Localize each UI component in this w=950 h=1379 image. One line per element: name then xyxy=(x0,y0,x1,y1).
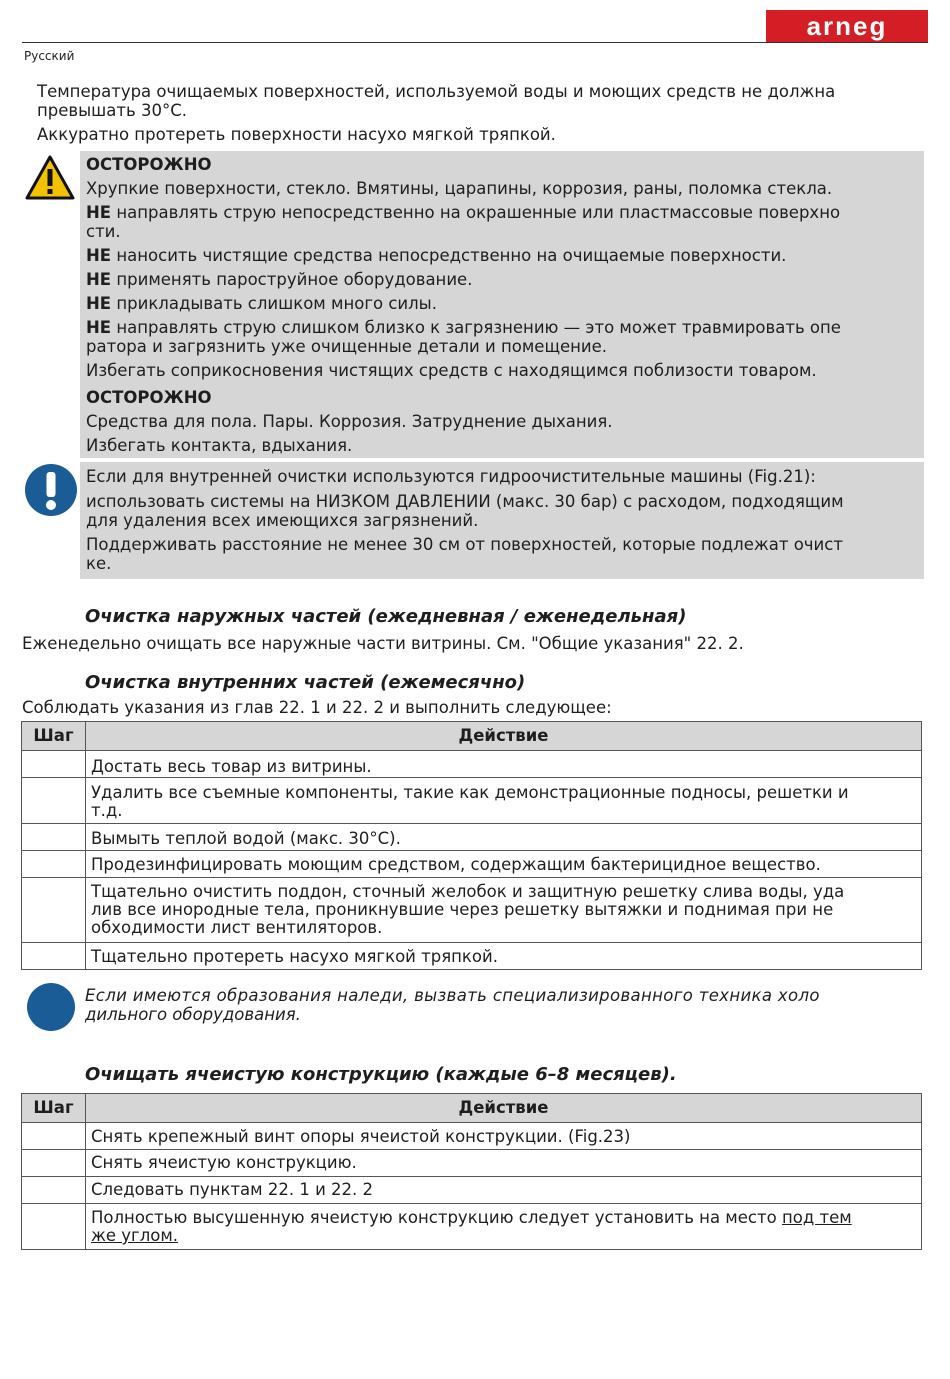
caution-line: ратора и загрязнить уже очищенные детали и помещение. xyxy=(86,337,608,356)
note-line: дильного оборудования. xyxy=(85,1005,301,1024)
table-row: Тщательно очистить поддон, сточный желобок и защитную решетку слива воды, уда лив все инородные тела, проникнувшие через решетку вытяжки и поднимая при не обходимости лист вентиляторов. xyxy=(22,878,922,943)
exclamation-info-icon xyxy=(24,463,78,517)
table-row: Достать весь товар из витрины. xyxy=(22,751,922,778)
caution-line: Избегать контакта, вдыхания. xyxy=(86,436,353,455)
info-line: для удаления всех имеющихся загрязнений. xyxy=(86,511,479,530)
section-title-honeycomb: Очищать ячеистую конструкцию (каждые 6–8 месяцев). xyxy=(85,1064,677,1085)
table-header-row xyxy=(22,1094,922,1123)
caution-title: ОСТОРОЖНО xyxy=(86,155,212,174)
caution-title: ОСТОРОЖНО xyxy=(86,388,212,407)
caution-line: НЕ наносить чистящие средства непосредственно на очищаемые поверхности. xyxy=(86,246,787,265)
language-label: Русский xyxy=(24,49,75,63)
section-text: Соблюдать указания из глав 22. 1 и 22. 2 и выполнить следующее: xyxy=(22,698,612,717)
info-dot-icon xyxy=(26,982,76,1032)
table-row: Снять ячеистую конструкцию. xyxy=(22,1150,922,1177)
warning-icon xyxy=(25,155,75,200)
section-text: Еженедельно очищать все наружные части витрины. См. "Общие указания" 22. 2. xyxy=(22,634,744,653)
info-line: Поддерживать расстояние не менее 30 см от поверхностей, которые подлежат очист xyxy=(86,535,843,554)
table-row: Полностью высушенную ячеистую конструкцию следует установить на место под тем же углом. xyxy=(22,1204,922,1250)
steps-table-honeycomb xyxy=(21,1093,922,1250)
table-header-row xyxy=(22,722,922,751)
table-row: Следовать пунктам 22. 1 и 22. 2 xyxy=(22,1177,922,1204)
intro-line-3: Аккуратно протереть поверхности насухо мягкой тряпкой. xyxy=(37,125,556,144)
info-line: использовать системы на НИЗКОМ ДАВЛЕНИИ (макс. 30 бар) с расходом, подходящим xyxy=(86,492,844,511)
col-step-header: Шаг xyxy=(22,722,86,751)
table-row: Удалить все съемные компоненты, такие как демонстрационные подносы, решетки и т.д. xyxy=(22,778,922,824)
header-rule xyxy=(22,42,928,43)
caution-line: Хрупкие поверхности, стекло. Вмятины, царапины, коррозия, раны, поломка стекла. xyxy=(86,179,833,198)
info-box xyxy=(80,462,924,579)
table-row: Продезинфицировать моющим средством, содержащим бактерицидное вещество. xyxy=(22,851,922,878)
note-line: Если имеются образования наледи, вызвать специализированного техника холо xyxy=(85,986,820,1005)
table-row: Снять крепежный винт опоры ячеистой конструкции. (Fig.23) xyxy=(22,1123,922,1150)
section-title-internal: Очистка внутренних частей (ежемесячно) xyxy=(85,672,526,693)
caution-box xyxy=(80,151,924,458)
caution-line: Средства для пола. Пары. Коррозия. Затруднение дыхания. xyxy=(86,412,613,431)
caution-line: сти. xyxy=(86,222,121,241)
info-line: Если для внутренней очистки используются гидроочистительные машины (Fig.21): xyxy=(86,467,816,486)
col-action-header: Действие xyxy=(86,722,922,751)
col-step-header: Шаг xyxy=(22,1094,86,1123)
table-row: Тщательно протереть насухо мягкой тряпкой. xyxy=(22,943,922,970)
col-action-header: Действие xyxy=(86,1094,922,1123)
table-row: Вымыть теплой водой (макс. 30°C). xyxy=(22,824,922,851)
section-title-external: Очистка наружных частей (ежедневная / еженедельная) xyxy=(85,606,687,627)
intro-line-2: превышать 30°C. xyxy=(37,101,187,120)
steps-table-internal xyxy=(21,721,922,970)
caution-line: Избегать соприкосновения чистящих средств с находящимся поблизости товаром. xyxy=(86,361,817,380)
info-line: ке. xyxy=(86,554,112,573)
caution-line: НЕ направлять струю слишком близко к загрязнению — это может травмировать опе xyxy=(86,318,841,337)
caution-line: НЕ прикладывать слишком много силы. xyxy=(86,294,437,313)
arneg-logo: arneg xyxy=(766,10,928,42)
caution-line: НЕ применять пароструйное оборудование. xyxy=(86,270,473,289)
intro-line-1: Температура очищаемых поверхностей, используемой воды и моющих средств не должна xyxy=(37,82,836,101)
caution-line: НЕ направлять струю непосредственно на окрашенные или пластмассовые поверхно xyxy=(86,203,841,222)
